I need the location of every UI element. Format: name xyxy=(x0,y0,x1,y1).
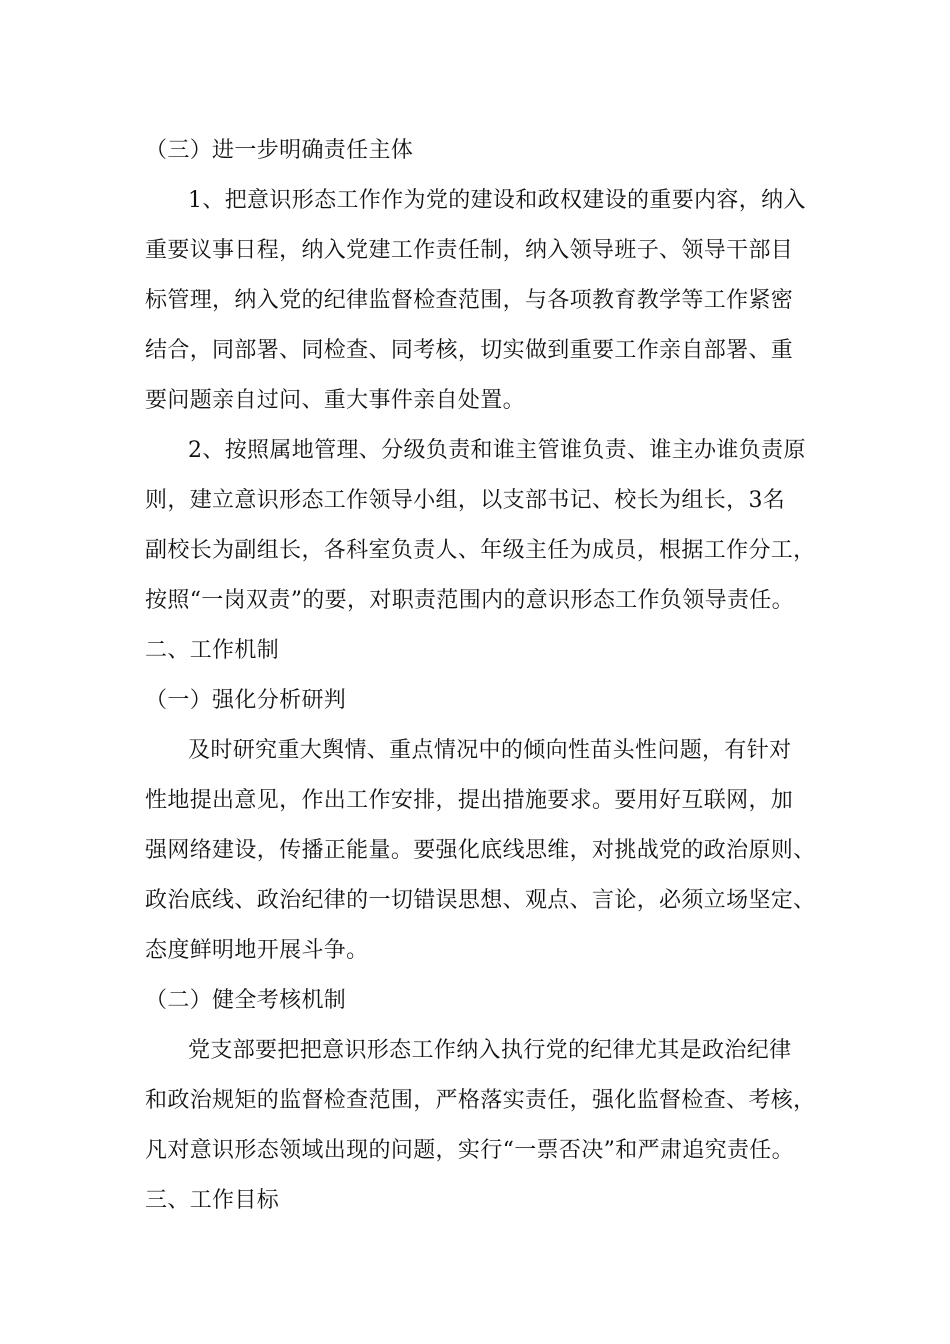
paragraph-line: 标管理，纳入党的纪律监督检查范围，与各项教育教学等工作紧密 xyxy=(145,288,794,313)
heading-clarify-responsibility: （三）进一步明确责任主体 xyxy=(145,138,414,163)
paragraph-line: 2、按照属地管理、分级负责和谁主管谁负责、谁主办谁负责原 xyxy=(188,438,806,463)
paragraph-line: 党支部要把把意识形态工作纳入执行党的纪律尤其是政治纪律 xyxy=(188,1038,792,1063)
paragraph-line: 副校长为副组长，各科室负责人、年级主任为成员，根据工作分工， xyxy=(145,538,816,563)
paragraph-line: 凡对意识形态领域出现的问题，实行“一票否决”和严肃追究责任。 xyxy=(145,1138,794,1163)
paragraph-line: 性地提出意见，作出工作安排，提出措施要求。要用好互联网，加 xyxy=(145,788,794,813)
paragraph-line: 态度鲜明地开展斗争。 xyxy=(145,938,369,963)
paragraph-line: 按照“一岗双责”的要，对职责范围内的意识形态工作负领导责任。 xyxy=(145,588,794,613)
paragraph-line: 重要议事日程，纳入党建工作责任制，纳入领导班子、领导干部目 xyxy=(145,238,794,263)
paragraph-line: 及时研究重大舆情、重点情况中的倾向性苗头性问题，有针对 xyxy=(188,738,792,763)
heading-work-goals: 三、工作目标 xyxy=(145,1188,280,1213)
subheading-assessment: （二）健全考核机制 xyxy=(145,988,347,1013)
heading-work-mechanism: 二、工作机制 xyxy=(145,638,280,663)
paragraph-line: 强网络建设，传播正能量。要强化底线思维，对挑战党的政治原则、 xyxy=(145,838,816,863)
paragraph-line: 1、把意识形态工作作为党的建设和政权建设的重要内容，纳入 xyxy=(188,188,806,213)
paragraph-line: 结合，同部署、同检查、同考核，切实做到重要工作亲自部署、重 xyxy=(145,338,794,363)
paragraph-line: 政治底线、政治纪律的一切错误思想、观点、言论，必须立场坚定、 xyxy=(145,888,816,913)
paragraph-line: 要问题亲自过问、重大事件亲自处置。 xyxy=(145,388,525,413)
paragraph-line: 则，建立意识形态工作领导小组，以支部书记、校长为组长，3名 xyxy=(145,488,786,513)
paragraph-line: 和政治规矩的监督检查范围，严格落实责任，强化监督检查、考核， xyxy=(145,1088,816,1113)
subheading-analysis: （一）强化分析研判 xyxy=(145,688,347,713)
